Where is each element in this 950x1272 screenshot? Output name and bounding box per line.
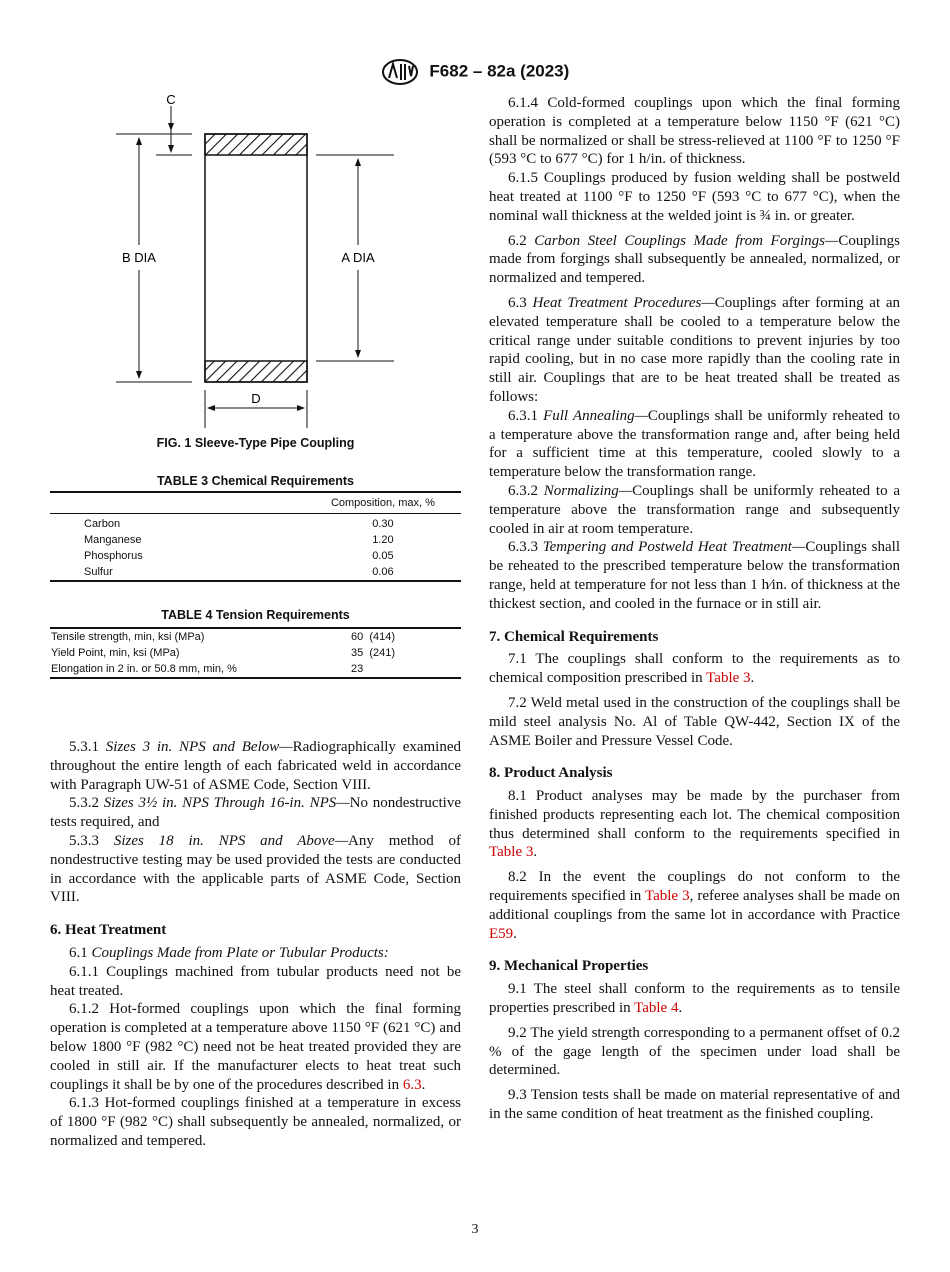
link-e59[interactable]: E59 bbox=[489, 925, 514, 942]
table3-header: Composition, max, % bbox=[330, 497, 435, 509]
table-row: Carbon 0.30 bbox=[84, 518, 394, 530]
table-row: Sulfur 0.06 bbox=[84, 566, 394, 578]
table-row: Yield Point, min, ksi (MPa) 35 (241) bbox=[51, 647, 396, 659]
para-6-1-2: 6.1.2 Hot-formed couplings upon which the final forming operation is completed at a temperature above 1150 °F (621 °C) and below 1800 °F (982 °C) need not be heat treated provided they are cooled in still air. If the manufacturer elects to heat treat such couplings it shall be by one of the procedures described in 6.3. bbox=[50, 1001, 461, 1093]
label-c: C bbox=[166, 92, 176, 107]
table-row: Elongation in 2 in. or 50.8 mm, min, % 23 bbox=[51, 663, 364, 675]
link-table-3[interactable]: Table 3 bbox=[706, 670, 751, 687]
table-row: Tensile strength, min, ksi (MPa) 60 (414) bbox=[51, 631, 396, 643]
para-8-1: 8.1 Product analyses may be made by the purchaser from finished products representing each lot. The chemical composition thus determined shall conform to the requirements specified in Table 3. bbox=[489, 788, 900, 861]
figure-sleeve-coupling bbox=[100, 90, 400, 430]
label-b-dia: B DIA bbox=[122, 250, 156, 265]
para-5-3-2: 5.3.2 Sizes 3½ in. NPS Through 16-in. NPS—No nondestructive tests required, and bbox=[50, 795, 461, 831]
para-7-2: 7.2 Weld metal used in the construction of the couplings shall be mild steel analysis No. Al of Table QW-442, Section IX of the ASME Boiler and Pressure Vessel Code. bbox=[489, 694, 900, 749]
table3-chemical-requirements bbox=[50, 491, 461, 582]
para-6-3: 6.3 Heat Treatment Procedures—Couplings after forming at an elevated temperature shall be cooled to a temperature below the critical range under suitable conditions to prevent injuries by too rapid cooling, but in no case more rapidly than the cooling rate in still air. Couplings that are to be heat treated shall be treated as follows: bbox=[489, 294, 901, 405]
figure-caption: FIG. 1 Sleeve-Type Pipe Coupling bbox=[156, 436, 355, 450]
section-7-heading: 7. Chemical Requirements bbox=[489, 628, 659, 645]
left-column bbox=[50, 738, 461, 1151]
table4-tension-requirements bbox=[50, 627, 461, 679]
para-6-1-5: 6.1.5 Couplings produced by fusion welding shall be postweld heat treated at 1100 °F to 1250 °F (593 °C to 677 °C), when the nominal wall thickness at the welded joint is ¾ in. or greater. bbox=[489, 170, 900, 224]
para-6-1-4: 6.1.4 Cold-formed couplings upon which the final forming operation is completed at a temperature below 1150 °F (621 °C) shall be normalized or shall be stress-relieved at 1100 °F to 1250 °F (593 °C to 677 °C) for 1 h/in. of thickness. bbox=[489, 95, 900, 168]
para-6-3-1: 6.3.1 Full Annealing—Couplings shall be uniformly reheated to a temperature above the transformation range and, after being held for a sufficient time at this temperature, cooled slowly to a temperature below the transformation range. bbox=[489, 407, 900, 481]
section-9-heading: 9. Mechanical Properties bbox=[489, 958, 649, 975]
para-9-2: 9.2 The yield strength corresponding to a permanent offset of 0.2 % of the gage length of the specimen under load shall be determined. bbox=[489, 1024, 900, 1079]
link-table-4[interactable]: Table 4 bbox=[634, 1000, 679, 1017]
link-table-3[interactable]: Table 3 bbox=[644, 888, 690, 905]
section-6-heading: 6. Heat Treatment bbox=[50, 922, 167, 939]
section-8-heading: 8. Product Analysis bbox=[489, 765, 613, 782]
label-d: D bbox=[251, 391, 261, 406]
para-8-2: 8.2 In the event the couplings do not conform to the requirements specified in Table 3, referee analyses shall be made on additional couplings from the same lot in accordance with Practice E59. bbox=[489, 869, 900, 942]
link-table-3[interactable]: Table 3 bbox=[489, 844, 534, 861]
para-6-3-2: 6.3.2 Normalizing—Couplings shall be uniformly reheated to a temperature above the transformation range and subsequently cooled in air at room temperature. bbox=[489, 482, 900, 537]
page-number: 3 bbox=[471, 1222, 479, 1237]
astm-logo-icon bbox=[381, 58, 419, 86]
para-6-1-1: 6.1.1 Couplings machined from tubular products need not be heat treated. bbox=[50, 963, 461, 999]
para-6-1: 6.1 Couplings Made from Plate or Tubular Products: bbox=[69, 944, 389, 961]
para-9-3: 9.3 Tension tests shall be made on material representative of and in the same condition of heat treatment as the finished coupling. bbox=[489, 1087, 900, 1123]
designation: F682 – 82a (2023) bbox=[429, 61, 570, 81]
label-a-dia: A DIA bbox=[341, 250, 375, 265]
right-column bbox=[489, 94, 900, 1124]
link-6-3[interactable]: 6.3 bbox=[402, 1076, 422, 1093]
para-5-3-3: 5.3.3 Sizes 18 in. NPS and Above—Any method of nondestructive testing may be used provided the tests are conducted in accordance with the applicable parts of ASME Code, Section VIII. bbox=[50, 832, 461, 906]
para-6-3-3: 6.3.3 Tempering and Postweld Heat Treatment—Couplings shall be reheated to the prescribed temperature below the transformation range, held at temperature for not less than 1 h⁄in. of thickness at the thickest section, and cooled in the furnace or in still air. bbox=[489, 539, 901, 612]
page-header bbox=[0, 58, 950, 86]
para-9-1: 9.1 The steel shall conform to the requirements as to tensile properties prescribed in Table 4. bbox=[489, 981, 900, 1017]
para-6-2: 6.2 Carbon Steel Couplings Made from Forgings—Couplings made from forgings shall subsequently be annealed, normalized, or normalized and tempered. bbox=[489, 232, 901, 287]
para-6-1-3: 6.1.3 Hot-formed couplings finished at a temperature in excess of 1800 °F (982 °C) shall subsequently be annealed, normalized, or normalized and tempered. bbox=[50, 1095, 461, 1149]
table4-title: TABLE 4 Tension Requirements bbox=[161, 608, 350, 622]
para-5-3-1: 5.3.1 Sizes 3 in. NPS and Below—Radiographically examined throughout the entire length of each fabricated weld in accordance with Paragraph UW-51 of ASME Code, Section VIII. bbox=[50, 739, 461, 793]
table3-title: TABLE 3 Chemical Requirements bbox=[156, 474, 355, 488]
table-row: Manganese 1.20 bbox=[84, 534, 394, 546]
para-7-1: 7.1 The couplings shall conform to the requirements as to chemical composition prescribed in Table 3. bbox=[489, 651, 900, 687]
table-row: Phosphorus 0.05 bbox=[84, 550, 394, 562]
